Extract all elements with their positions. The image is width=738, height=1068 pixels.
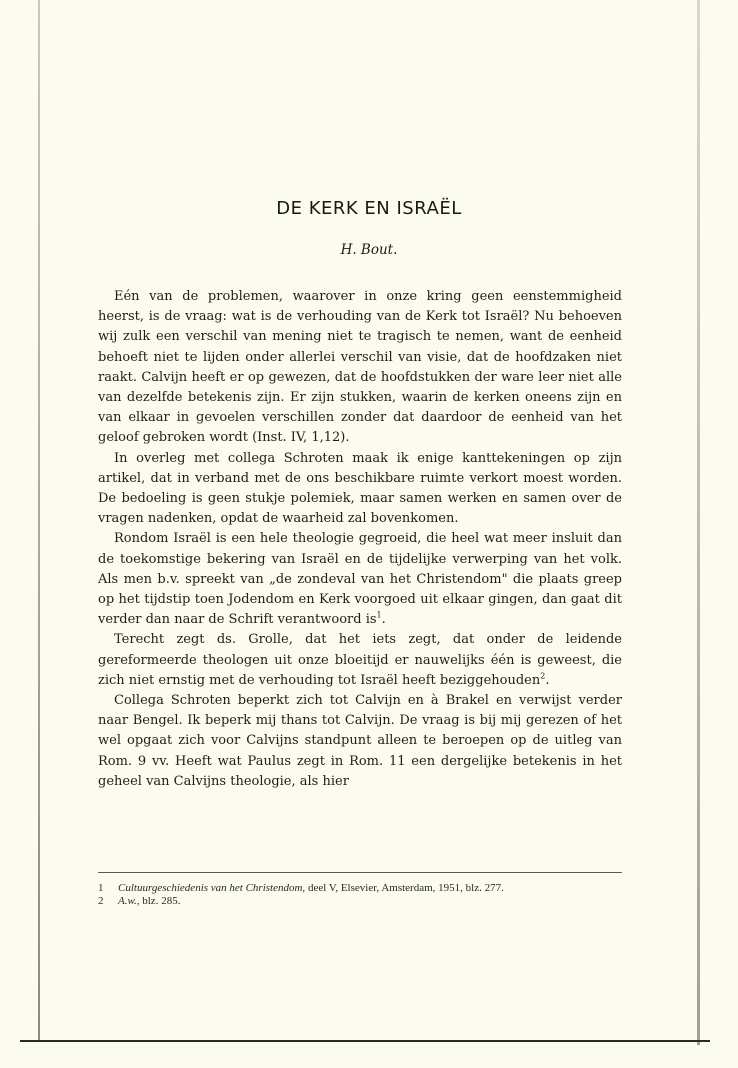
page-bottom-edge: [20, 1040, 710, 1042]
page-right-edge: [697, 0, 700, 1045]
paragraph-5: Collega Schroten beperkt zich tot Calvijn en à Brakel en verwijst verder naar Bengel. Ik beperk mij thans tot Calvijn. De vraag is bij mij gerezen of het wel opgaat zich voor Calvijns standpunt alleen te beroepen op de uitleg van Rom. 9 vv. Heeft wat Paulus zegt in Rom. 11 een dergelijke betekenis in het geheel van Calvijns theologie, als hier: [98, 693, 622, 789]
footnote-number: 1: [98, 882, 104, 894]
footnotes: [98, 882, 622, 908]
page-left-edge: [38, 0, 40, 1040]
footnote-source-title: Cultuurgeschiedenis van het Christendom,: [118, 882, 306, 894]
article-title: DE KERK EN ISRAËL: [276, 198, 462, 219]
footnote-1: [98, 882, 622, 895]
footnote-divider: [98, 872, 622, 873]
article-author: H. Bout.: [340, 242, 398, 258]
footnote-source-title: A.w.,: [118, 895, 140, 907]
footnote-source-details: deel V, Elsevier, Amsterdam, 1951, blz. 277.: [305, 882, 504, 894]
footnote-ref-1[interactable]: 1: [376, 610, 382, 620]
paragraph-4-text: Terecht zegt ds. Grolle, dat het iets zegt, dat onder de leidende gereformeerde theologen uit onze bloeitijd er nauwelijks één is geweest, die zich niet ernstig met de verhouding tot Israël heeft beziggehouden: [98, 632, 622, 688]
paragraph-3-end: .: [381, 612, 386, 628]
footnote-ref-2[interactable]: 2: [540, 671, 546, 681]
footnote-source-details: blz. 285.: [139, 895, 181, 907]
footnote-2: [98, 895, 622, 908]
paragraph-4-end: .: [545, 672, 550, 688]
paragraph-1: Eén van de problemen, waarover in onze kring geen eenstemmigheid heerst, is de vraag: wat is de verhouding van de Kerk tot Israël? Nu behoeven wij zulk een verschil van mening niet te tragisch te nemen, want de eenheid behoeft niet te lijden onder allerlei verschil van visie, dat de hoofdzaken niet raakt. Calvijn heeft er op gewezen, dat de hoofdstukken der ware leer niet alle van dezelfde betekenis zijn. Er zijn stukken, waarin de kerken oneens zijn en van elkaar in gevoelen verschillen zonder dat daardoor de eenheid van het geloof gebroken wordt (Inst. IV, 1,12).: [98, 289, 622, 446]
paragraph-4: [98, 630, 622, 691]
paragraph-3: [98, 529, 622, 630]
footnote-number: 2: [98, 895, 104, 907]
paragraph-2: In overleg met collega Schroten maak ik enige kanttekeningen op zijn artikel, dat in verband met de ons beschikbare ruimte verkort moest worden. De bedoeling is geen stukje polemiek, maar samen werken en samen over de vragen nadenken, opdat de waarheid zal bovenkomen.: [98, 450, 622, 527]
article-body: [98, 287, 622, 792]
paragraph-3-text: Rondom Israël is een hele theologie gegroeid, die heel wat meer insluit dan de toekomstige bekering van Israël en de tijdelijke verwerping van het volk. Als men b.v. spreekt van „de zondeval van het Christendom" die plaats greep op het tijdstip toen Jodendom en Kerk voorgoed uit elkaar gingen, dan gaat dit verder dan naar de Schrift verantwoord is: [98, 531, 622, 628]
